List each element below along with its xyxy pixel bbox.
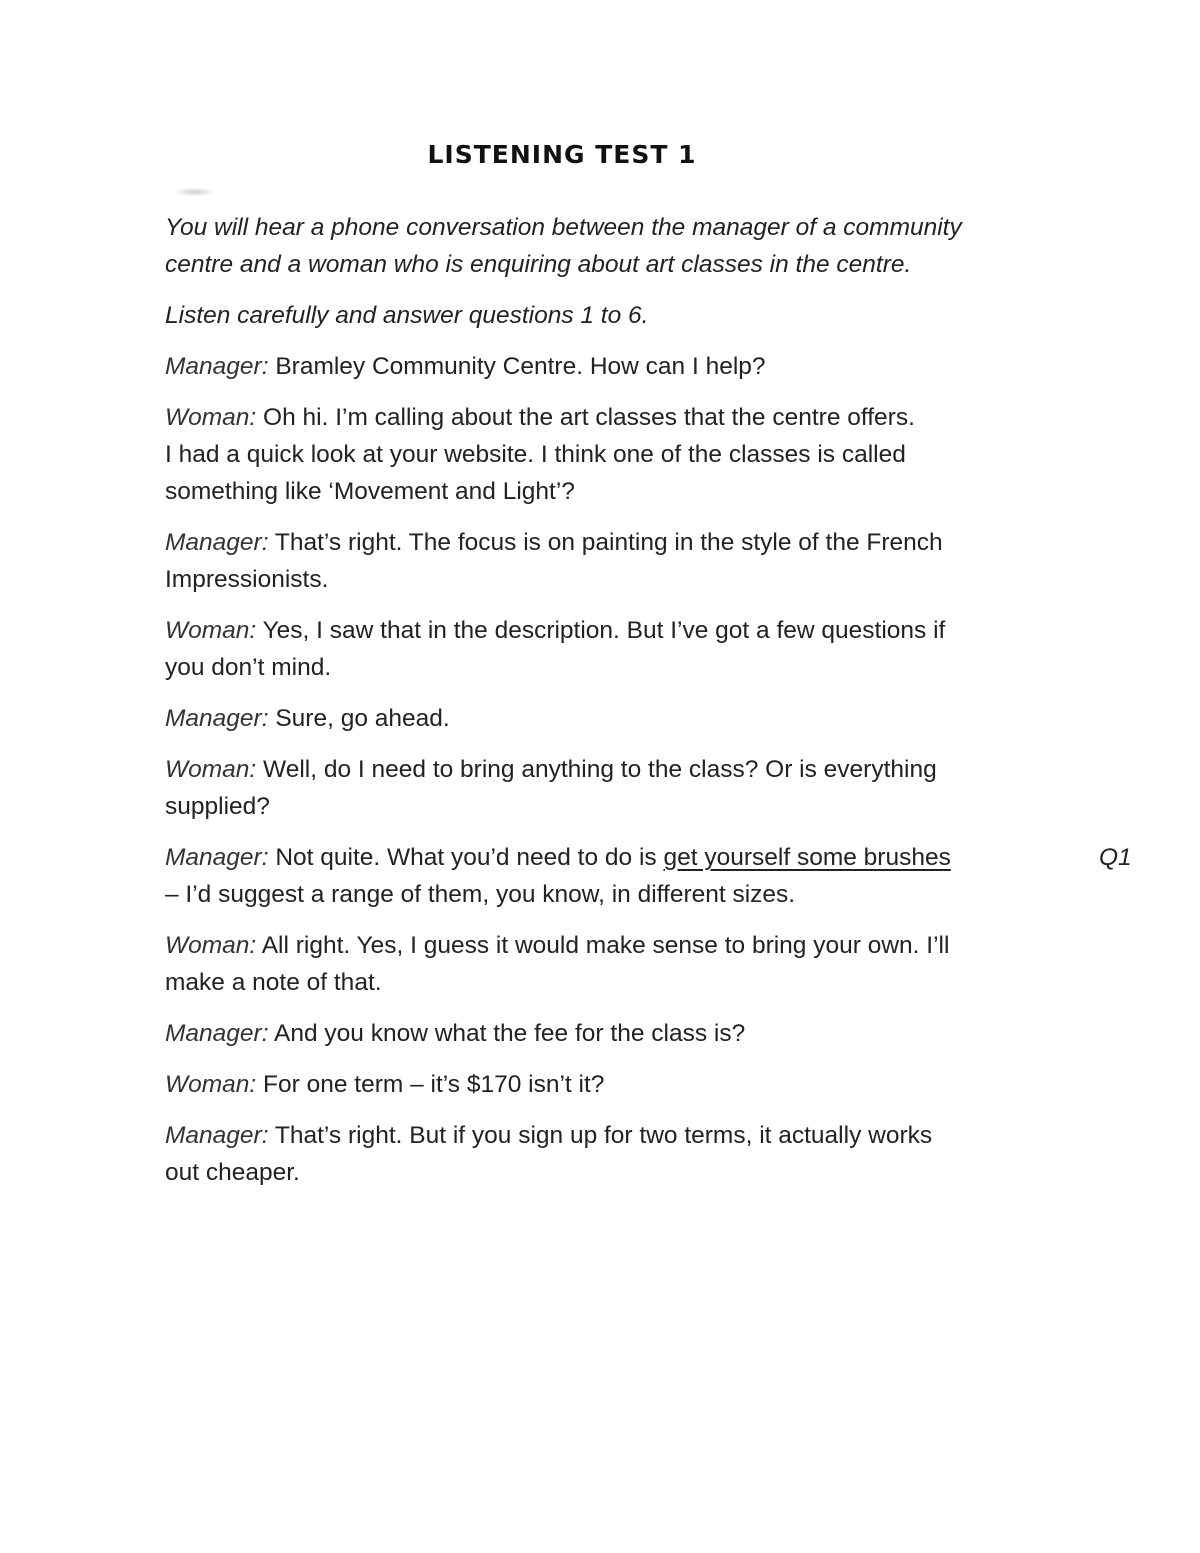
- dialogue-turn: [165, 839, 1132, 913]
- dialogue-turn: [165, 612, 1065, 686]
- dialogue-turn: [165, 700, 1065, 737]
- dialogue-line: For one term – it’s $170 isn’t it?: [263, 1071, 605, 1098]
- dialogue-line: Well, do I need to bring anything to the class? Or is everything: [263, 756, 937, 783]
- document-body: [165, 209, 1132, 1205]
- speaker-label: Manager:: [165, 844, 269, 871]
- dialogue-line: out cheaper.: [165, 1159, 300, 1186]
- speaker-label: Woman:: [165, 756, 257, 783]
- dialogue-line: That’s right. But if you sign up for two terms, it actually works: [274, 1122, 933, 1149]
- dialogue-turn: [165, 348, 1065, 385]
- intro-paragraph: [165, 209, 1065, 283]
- speaker-label: Manager:: [165, 705, 269, 732]
- dialogue-line: Sure, go ahead.: [275, 705, 450, 732]
- dialogue-line: Yes, I saw that in the description. But I’ve got a few questions if: [262, 617, 946, 644]
- answer-underlined: get yourself some brushes: [663, 844, 951, 871]
- dialogue-line: Oh hi. I’m calling about the art classes that the centre offers.: [263, 404, 915, 431]
- question-marker: Q1: [1099, 844, 1132, 871]
- dialogue-line: you don’t mind.: [165, 654, 332, 681]
- speaker-label: Manager:: [165, 1020, 269, 1047]
- dialogue-line: And you know what the fee for the class is?: [273, 1020, 746, 1047]
- speaker-label: Woman:: [165, 1071, 257, 1098]
- dialogue-line: Bramley Community Centre. How can I help?: [275, 353, 766, 380]
- dialogue-turn: [165, 1117, 1065, 1191]
- speaker-label: Woman:: [165, 617, 257, 644]
- speaker-label: Woman:: [165, 932, 257, 959]
- dialogue-line: make a note of that.: [165, 969, 382, 996]
- dialogue-line: Not quite. What you’d need to do is: [275, 844, 664, 871]
- speaker-label: Manager:: [165, 353, 269, 380]
- speaker-label: Manager:: [165, 529, 269, 556]
- dialogue-turn: [165, 1015, 1065, 1052]
- dialogue-line: I had a quick look at your website. I think one of the classes is called: [165, 441, 906, 468]
- dialogue-line: All right. Yes, I guess it would make sense to bring your own. I’ll: [261, 932, 950, 959]
- intro-line: You will hear a phone conversation between the manager of a community: [165, 214, 962, 241]
- dialogue-line: That’s right. The focus is on painting in the style of the French: [274, 529, 943, 556]
- dialogue-turn: [165, 1066, 1065, 1103]
- dialogue-line: something like ‘Movement and Light’?: [165, 478, 575, 505]
- page-title: LISTENING TEST 1: [427, 140, 697, 169]
- intro-line: centre and a woman who is enquiring about art classes in the centre.: [165, 251, 912, 278]
- dialogue-turn: [165, 751, 1065, 825]
- dialogue-line: Impressionists.: [165, 566, 329, 593]
- instruction: Listen carefully and answer questions 1 to 6.: [165, 302, 649, 329]
- scan-smudge: [176, 188, 214, 196]
- dialogue-turn: [165, 399, 1065, 510]
- dialogue-turn: [165, 927, 1065, 1001]
- speaker-label: Woman:: [165, 404, 257, 431]
- dialogue-line: supplied?: [165, 793, 270, 820]
- dialogue-turn: [165, 524, 1065, 598]
- dialogue-line: – I’d suggest a range of them, you know, in different sizes.: [165, 881, 796, 908]
- speaker-label: Manager:: [165, 1122, 269, 1149]
